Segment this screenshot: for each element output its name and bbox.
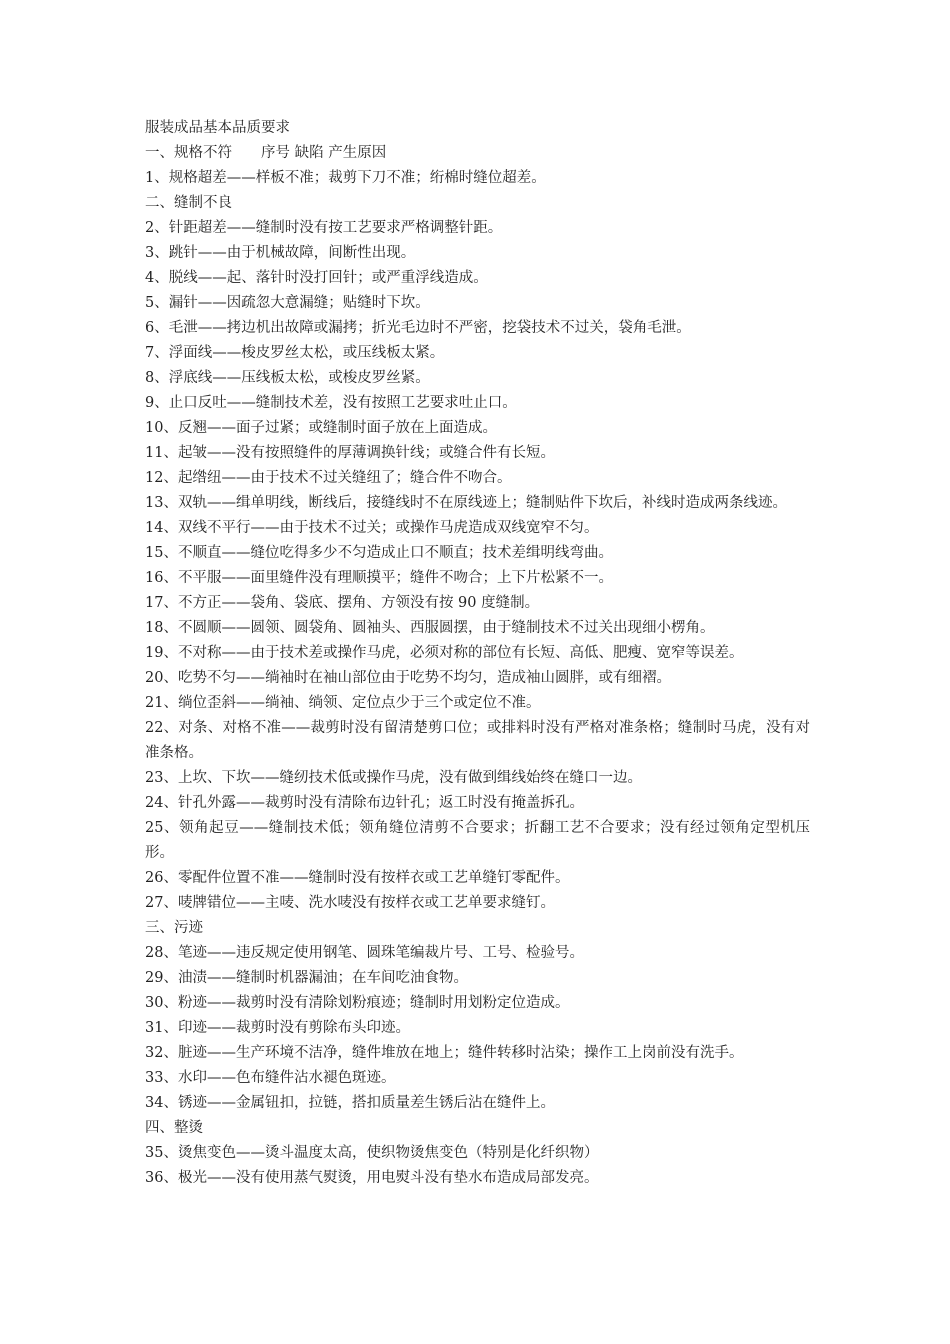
- document-line: 18、不圆顺——圆领、圆袋角、圆袖头、西服圆摆，由于缝制技术不过关出现细小楞角。: [145, 620, 715, 636]
- document-lines: [145, 141, 810, 1191]
- document-line: 28、笔迹——违反规定使用钢笔、圆珠笔编裁片号、工号、检验号。: [145, 945, 584, 961]
- document-line: 二、缝制不良: [145, 195, 232, 211]
- document-line: 21、绱位歪斜——绱袖、绱领、定位点少于三个或定位不准。: [145, 695, 541, 711]
- document-line: 22、对条、对格不准——裁剪时没有留清楚剪口位；或排料时没有严格对准条格；缝制时马虎，没有对准条格。: [145, 720, 810, 761]
- document-line: 4、脱线——起、落针时没打回针；或严重浮线造成。: [145, 270, 488, 286]
- document-line: 一、规格不符 序号 缺陷 产生原因: [145, 145, 387, 161]
- document-line: 20、吃势不匀——绱袖时在袖山部位由于吃势不均匀，造成袖山圆胖，或有细褶。: [145, 670, 671, 686]
- document-line: 15、不顺直——缝位吃得多少不匀造成止口不顺直；技术差缉明线弯曲。: [145, 545, 613, 561]
- document-line: 35、烫焦变色——烫斗温度太高，使织物烫焦变色（特别是化纤织物）: [145, 1145, 599, 1161]
- document-line: 8、浮底线——压线板太松，或梭皮罗丝紧。: [145, 370, 430, 386]
- document-line: 17、不方正——袋角、袋底、摆角、方领没有按 90 度缝制。: [145, 595, 540, 611]
- document-line: 三、污迹: [145, 920, 203, 936]
- document-line: 1、规格超差——样板不准；裁剪下刀不准；绗棉时缝位超差。: [145, 170, 546, 186]
- document-line: 11、起皱——没有按照缝件的厚薄调换针线；或缝合件有长短。: [145, 445, 555, 461]
- document-line: 34、锈迹——金属钮扣，拉链，搭扣质量差生锈后沾在缝件上。: [145, 1095, 555, 1111]
- document-line: 27、唛牌错位——主唛、洗水唛没有按样衣或工艺单要求缝钉。: [145, 895, 555, 911]
- document-line: 23、上坎、下坎——缝纫技术低或操作马虎，没有做到缉线始终在缝口一边。: [145, 770, 642, 786]
- document-line: 四、整烫: [145, 1120, 203, 1136]
- document-line: 33、水印——色布缝件沾水褪色斑迹。: [145, 1070, 396, 1086]
- document-line: 29、油渍——缝制时机器漏油；在车间吃油食物。: [145, 970, 468, 986]
- document-line: 10、反翘——面子过紧；或缝制时面子放在上面造成。: [145, 420, 497, 436]
- document-line: 32、脏迹——生产环境不洁净，缝件堆放在地上；缝件转移时沾染；操作工上岗前没有洗手。: [145, 1045, 744, 1061]
- document-line: 2、针距超差——缝制时没有按工艺要求严格调整针距。: [145, 220, 503, 236]
- document-line: 12、起绺纽——由于技术不过关缝纽了；缝合件不吻合。: [145, 470, 512, 486]
- document-line: 19、不对称——由于技术差或操作马虎，必须对称的部位有长短、高低、肥瘦、宽窄等误差。: [145, 645, 744, 661]
- document-line: 26、零配件位置不准——缝制时没有按样衣或工艺单缝钉零配件。: [145, 870, 570, 886]
- document-line: 14、双线不平行——由于技术不过关；或操作马虎造成双线宽窄不匀。: [145, 520, 599, 536]
- document-line: 31、印迹——裁剪时没有剪除布头印迹。: [145, 1020, 410, 1036]
- document-line: 36、极光——没有使用蒸气熨烫，用电熨斗没有垫水布造成局部发亮。: [145, 1170, 599, 1186]
- document-line: 6、毛泄——拷边机出故障或漏拷；折光毛边时不严密，挖袋技术不过关，袋角毛泄。: [145, 320, 691, 336]
- document-line: 24、针孔外露——裁剪时没有清除布边针孔；返工时没有掩盖拆孔。: [145, 795, 584, 811]
- document-line: 7、浮面线——梭皮罗丝太松，或压线板太紧。: [145, 345, 445, 361]
- document-line: 5、漏针——因疏忽大意漏缝；贴缝时下坎。: [145, 295, 430, 311]
- document-line: 3、跳针——由于机械故障，间断性出现。: [145, 245, 416, 261]
- document-title: 服装成品基本品质要求: [145, 120, 290, 136]
- document-line: 13、双轨——缉单明线，断线后，接缝线时不在原线迹上；缝制贴件下坎后，补线时造成两条线迹。: [145, 495, 787, 511]
- document-line: 30、粉迹——裁剪时没有清除划粉痕迹；缝制时用划粉定位造成。: [145, 995, 570, 1011]
- document-line: 25、领角起豆——缝制技术低；领角缝位清剪不合要求；折翻工艺不合要求；没有经过领角定型机压形。: [145, 820, 810, 861]
- document-line: 9、止口反吐——缝制技术差，没有按照工艺要求吐止口。: [145, 395, 517, 411]
- document-body: [145, 116, 810, 1191]
- document-line: 16、不平服——面里缝件没有理顺摸平；缝件不吻合；上下片松紧不一。: [145, 570, 613, 586]
